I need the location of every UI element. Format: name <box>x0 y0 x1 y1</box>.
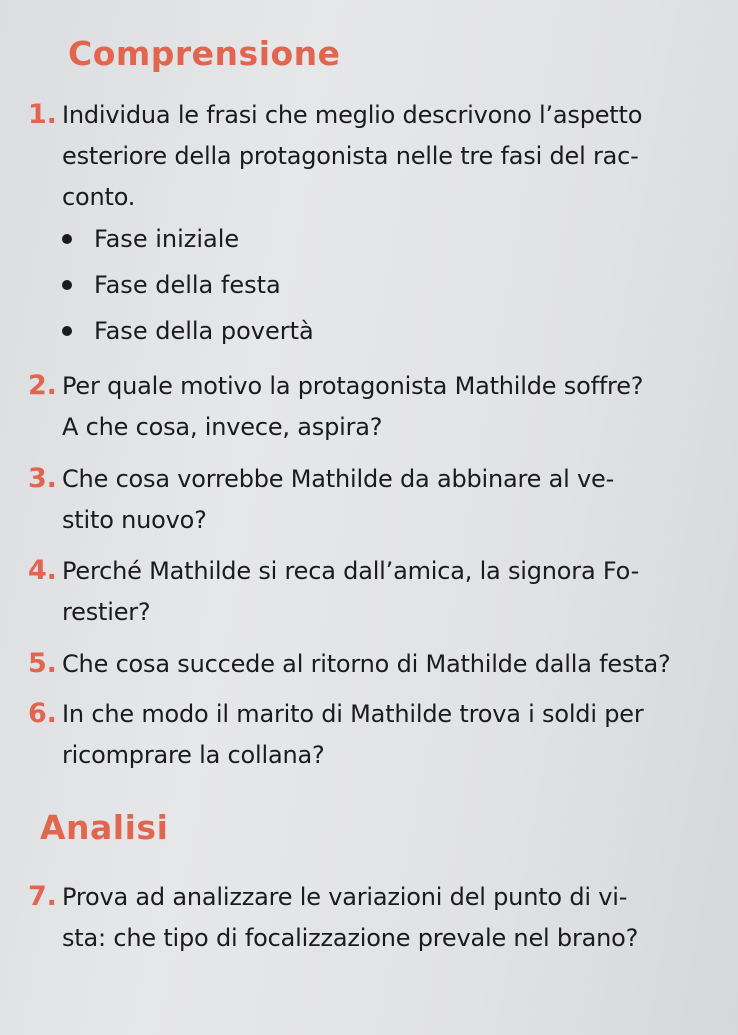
question-1 <box>28 94 728 218</box>
section-title-comprensione: Comprensione <box>68 34 341 73</box>
question-number: 1. <box>28 99 57 130</box>
question-text-line: stito nuovo? <box>62 506 207 534</box>
list-item <box>60 308 314 354</box>
question-3 <box>28 458 728 541</box>
question-text-line: Perché Mathilde si reca dall’amica, la signora Fo- <box>62 557 640 585</box>
question-text-line: Individua le frasi che meglio descrivono l’aspetto <box>62 101 643 129</box>
phase-label: Fase iniziale <box>94 225 240 253</box>
question-number: 7. <box>28 881 57 912</box>
bullet-icon <box>62 326 72 336</box>
question-text-line: Per quale motivo la protagonista Mathilde soffre? <box>62 372 644 400</box>
question-text-line: esteriore della protagonista nelle tre fasi del rac- <box>62 142 639 170</box>
question-number: 2. <box>28 370 57 401</box>
question-7 <box>28 876 728 959</box>
question-5 <box>28 643 728 685</box>
question-text-line: ricomprare la collana? <box>62 741 325 769</box>
question-text-line: Prova ad analizzare le variazioni del punto di vi- <box>62 883 628 911</box>
section-title-analisi: Analisi <box>40 808 169 847</box>
list-item <box>60 216 314 262</box>
question-text-line: Che cosa vorrebbe Mathilde da abbinare al ve- <box>62 465 615 493</box>
bullet-icon <box>62 280 72 290</box>
question-number: 3. <box>28 463 57 494</box>
bullet-icon <box>62 234 72 244</box>
phase-label: Fase della festa <box>94 271 281 299</box>
question-text-line: conto. <box>62 183 136 211</box>
question-4 <box>28 550 728 633</box>
question-number: 4. <box>28 555 57 586</box>
phase-list <box>60 216 314 354</box>
phase-label: Fase della povertà <box>94 317 314 345</box>
question-text-line: sta: che tipo di focalizzazione prevale nel brano? <box>62 924 639 952</box>
question-text-line: In che modo il marito di Mathilde trova i soldi per <box>62 700 644 728</box>
question-number: 6. <box>28 698 57 729</box>
question-text-line: Che cosa succede al ritorno di Mathilde dalla festa? <box>62 650 671 678</box>
question-2 <box>28 365 728 448</box>
question-text-line: A che cosa, invece, aspira? <box>62 413 383 441</box>
question-text-line: restier? <box>62 598 151 626</box>
list-item <box>60 262 314 308</box>
question-number: 5. <box>28 648 57 679</box>
question-6 <box>28 693 728 776</box>
